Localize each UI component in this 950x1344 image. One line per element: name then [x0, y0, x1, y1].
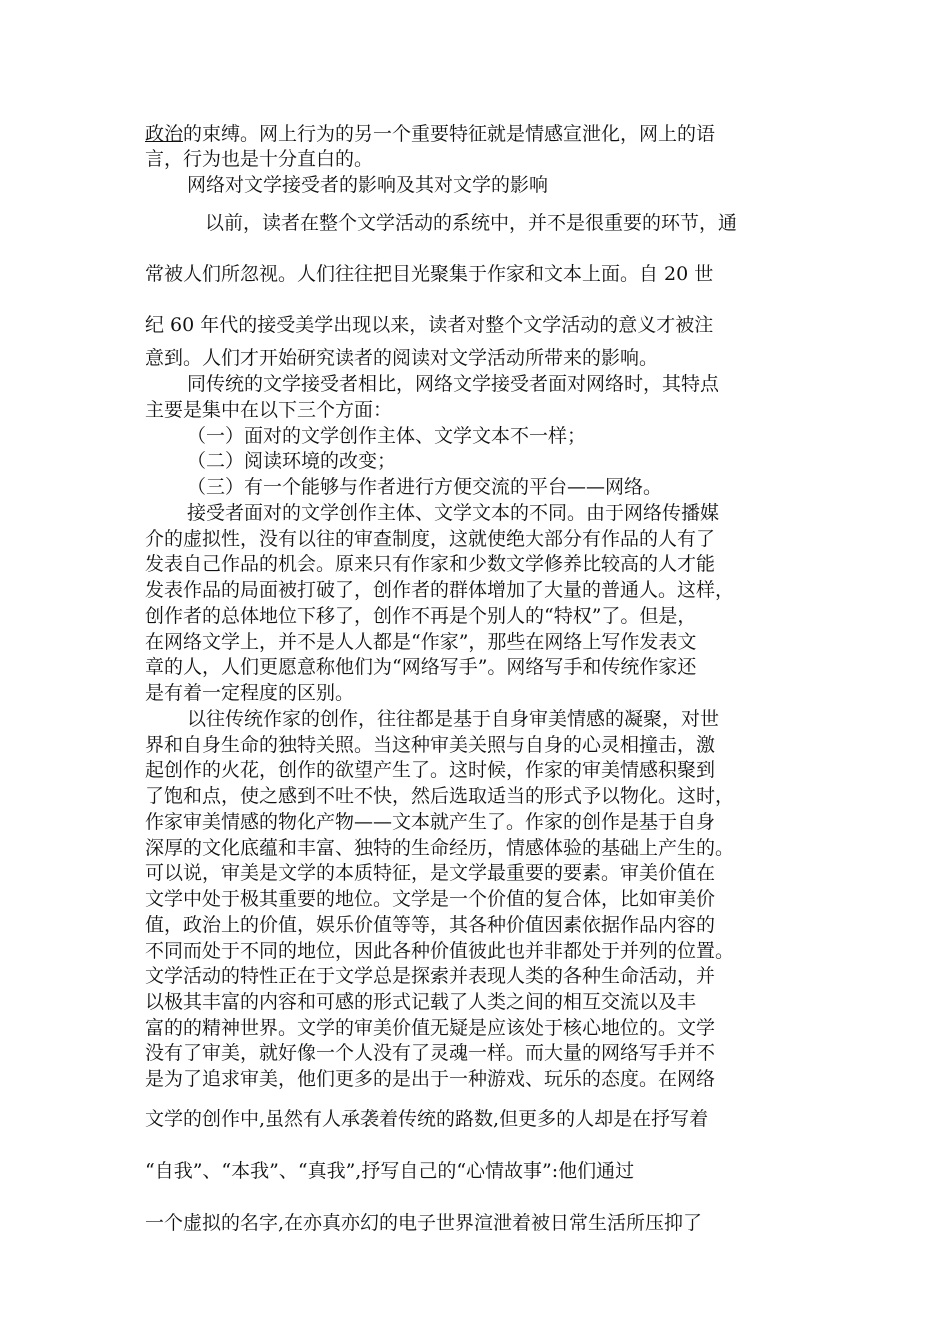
para4-line: 起创作的火花，创作的欲望产生了。这时候，作家的审美情感积聚到	[145, 759, 716, 781]
list-item: （一）面对的文学创作主体、文学文本不一样；	[187, 425, 587, 447]
para3-line: 发表作品的局面被打破了，创作者的群体增加了大量的普通人。这样，	[145, 579, 735, 601]
para1-line: 以前，读者在整个文学活动的系统中，并不是很重要的环节，通	[205, 212, 738, 234]
opening-line-2: 言，行为也是十分直白的。	[145, 148, 374, 170]
list-item: （二）阅读环境的改变；	[187, 450, 397, 472]
politics-link[interactable]: 政治	[145, 123, 184, 145]
para5-line: “自我”、“本我”、“真我”,抒写自己的“心情故事”:他们通过	[145, 1160, 635, 1182]
para3-line: 创作者的总体地位下移了，创作不再是个别人的“特权”了。但是，	[145, 605, 697, 627]
para3-line: 在网络文学上，并不是人人都是“作家”，那些在网络上写作发表文	[145, 631, 697, 653]
para1-line: 意到。人们才开始研究读者的阅读对文学活动所带来的影响。	[145, 347, 659, 369]
para5-line: 一个虚拟的名字,在亦真亦幻的电子世界渲泄着被日常生活所压抑了	[145, 1212, 703, 1234]
para4-line: 以往传统作家的创作，往往都是基于自身审美情感的凝聚，对世	[187, 708, 720, 730]
para4-line: 文学中处于极其重要的地位。文学是一个价值的复合体，比如审美价	[145, 888, 716, 910]
para3-line: 接受者面对的文学创作主体、文学文本的不同。由于网络传播媒	[187, 502, 720, 524]
para4-line: 富的的精神世界。文学的审美价值无疑是应该处于核心地位的。文学	[145, 1017, 716, 1039]
section-heading: 网络对文学接受者的影响及其对文学的影响	[187, 174, 549, 196]
para3-line: 发表自己作品的机会。原来只有作家和少数文学修养比较高的人才能	[145, 553, 716, 575]
para4-line: 是为了追求审美，他们更多的是出于一种游戏、玩乐的态度。在网络	[145, 1068, 716, 1090]
opening-line-1-text: 的束缚。网上行为的另一个重要特征就是情感宣泄化，网上的语	[183, 123, 716, 145]
para2-line: 主要是集中在以下三个方面：	[145, 399, 393, 421]
para2-line: 同传统的文学接受者相比，网络文学接受者面对网络时，其特点	[187, 373, 720, 395]
para1-line: 常被人们所忽视。人们往往把目光聚集于作家和文本上面。自 20 世	[145, 263, 714, 285]
para4-line: 没有了审美，就好像一个人没有了灵魂一样。而大量的网络写手并不	[145, 1042, 716, 1064]
para4-line: 文学活动的特性正在于文学总是探索并表现人类的各种生命活动，并	[145, 965, 716, 987]
para4-line: 不同而处于不同的地位，因此各种价值彼此也并非都处于并列的位置。	[145, 940, 735, 962]
para5-line: 文学的创作中,虽然有人承袭着传统的路数,但更多的人却是在抒写着	[145, 1108, 709, 1130]
opening-line-1	[145, 125, 715, 144]
para4-line: 作家审美情感的物化产物——文本就产生了。作家的创作是基于自身	[145, 811, 716, 833]
para3-line: 章的人，人们更愿意称他们为“网络写手”。网络写手和传统作家还	[145, 656, 697, 678]
para1-line: 纪 60 年代的接受美学出现以来，读者对整个文学活动的意义才被注	[145, 314, 714, 336]
para4-line: 值，政治上的价值，娱乐价值等等，其各种价值因素依据作品内容的	[145, 914, 716, 936]
para4-line: 界和自身生命的独特关照。当这种审美关照与自身的心灵相撞击，激	[145, 734, 716, 756]
list-item: （三）有一个能够与作者进行方便交流的平台——网络。	[187, 476, 663, 498]
para4-line: 深厚的文化底蕴和丰富、独特的生命经历，情感体验的基础上产生的。	[145, 837, 735, 859]
para4-line: 可以说，审美是文学的本质特征，是文学最重要的要素。审美价值在	[145, 862, 716, 884]
para3-line: 介的虚拟性，没有以往的审查制度，这就使绝大部分有作品的人有了	[145, 528, 716, 550]
para3-line: 是有着一定程度的区别。	[145, 682, 355, 704]
para4-line: 了饱和点，使之感到不吐不快，然后选取适当的形式予以物化。这时，	[145, 785, 735, 807]
para4-line: 以极其丰富的内容和可感的形式记载了人类之间的相互交流以及丰	[145, 991, 697, 1013]
